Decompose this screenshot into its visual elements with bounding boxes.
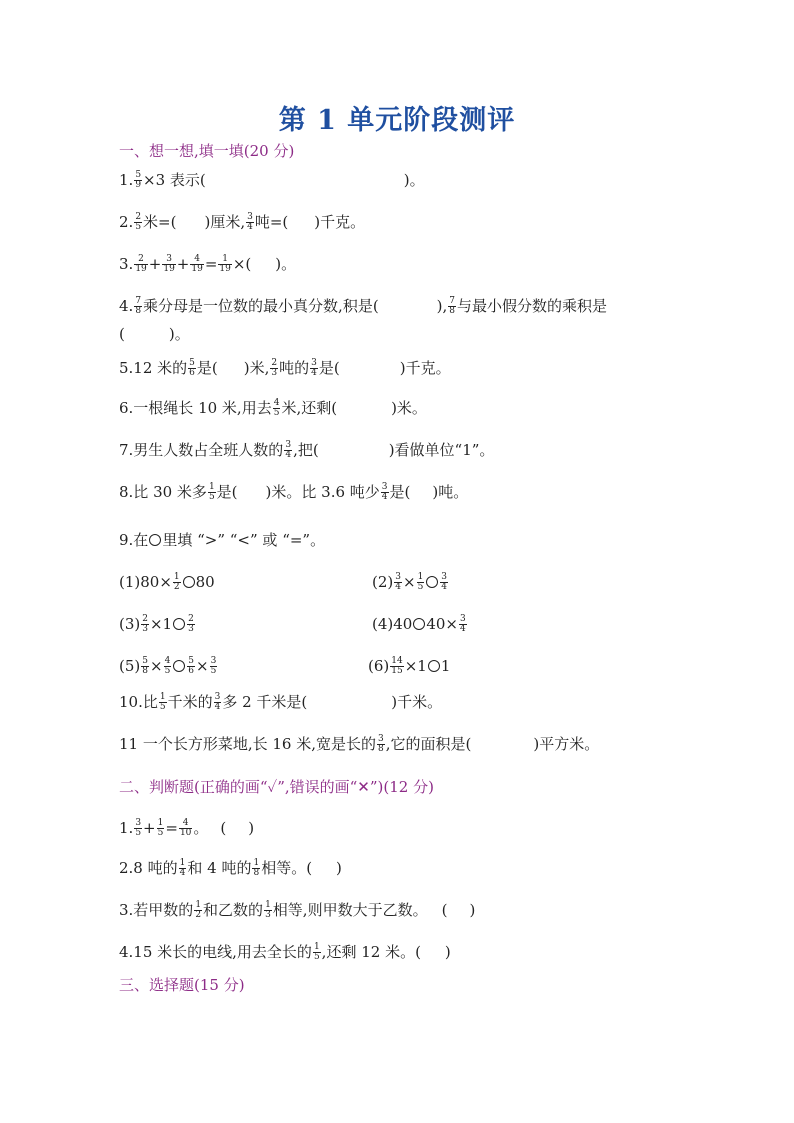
fraction: $\frac{2}{5}$: [135, 211, 142, 232]
fraction: $\frac{4}{10}$: [179, 817, 192, 838]
question-4: 4. $\frac{7}{8}$ 乘分母是一位数的最小真分数,积是( ), $\frac{7}{8}$ 与最小假分数的乘积是: [119, 295, 608, 316]
section-heading-true-false: 二、判断题(正确的画“✓”,错误的画“✕”)(12 分): [119, 778, 434, 796]
question-3: 3. $\frac{2}{19}$ + $\frac{3}{19}$ + $\frac{4}{19}$ = $\frac{1}{19}$ ×( )。: [119, 253, 297, 274]
comparison-circle: [426, 576, 438, 588]
question-9-part-1: (1)80× $\frac{1}{2}$ 80: [119, 571, 215, 592]
fraction: $\frac{1}{4}$: [179, 857, 186, 878]
fraction: $\frac{2}{3}$: [271, 357, 278, 378]
fraction: $\frac{1}{5}$: [157, 817, 164, 838]
question-2: 2. $\frac{2}{5}$ 米=( )厘米, $\frac{3}{4}$ 吨=( )千克。: [119, 211, 366, 232]
fraction: $\frac{3}{5}$: [210, 655, 217, 676]
section-heading-multiple-choice: 三、选择题(15 分): [119, 976, 245, 994]
question-4-continued: ( )。: [119, 325, 190, 343]
fraction: $\frac{1}{8}$: [253, 857, 260, 878]
fraction: $\frac{3}{19}$: [163, 253, 175, 274]
fraction: $\frac{2}{3}$: [188, 613, 194, 634]
fraction: $\frac{4}{5}$: [273, 397, 280, 418]
fraction: $\frac{3}{4}$: [460, 613, 466, 634]
fraction: $\frac{4}{19}$: [191, 253, 203, 274]
fraction: $\frac{1}{19}$: [219, 253, 231, 274]
fraction: $\frac{2}{3}$: [142, 613, 148, 634]
fraction: $\frac{3}{4}$: [311, 357, 317, 378]
question-9-part-4: (4)40 40× $\frac{3}{4}$: [372, 613, 466, 634]
question-10: 10.比 $\frac{1}{5}$ 千米的 $\frac{3}{4}$ 多 2 千米是( )千米。: [119, 691, 443, 712]
question-5: 5.12 米的 $\frac{5}{6}$ 是( )米, $\frac{2}{3}$ 吨的 $\frac{3}{4}$ 是( )千克。: [119, 357, 451, 378]
fraction: $\frac{3}{5}$: [135, 817, 142, 838]
fraction: $\frac{4}{5}$: [164, 655, 171, 676]
question-11: 11 一个长方形菜地,长 16 米,宽是长的 $\frac{3}{8}$ ,它的面积是( )平方米。: [119, 733, 600, 754]
judgment-1: 1. $\frac{3}{5}$ + $\frac{1}{5}$ = $\frac{4}{10}$ 。 ( ): [119, 817, 255, 838]
fraction: $\frac{14}{15}$: [391, 655, 403, 676]
fraction: $\frac{2}{19}$: [135, 253, 147, 274]
fraction: $\frac{3}{4}$: [247, 211, 253, 232]
page-title: 第 1 单元阶段测评: [278, 105, 516, 136]
question-9-part-2: (2) $\frac{3}{4}$ × $\frac{1}{5}$ $\frac{3}{4}$: [372, 571, 448, 592]
question-9-part-6: (6) $\frac{14}{15}$ ×1 1: [368, 655, 451, 676]
question-9-part-5: (5) $\frac{5}{8}$ × $\frac{4}{5}$ $\frac{5}{6}$ × $\frac{3}{5}$: [119, 655, 217, 676]
question-9: 9.在 里填 “>” “<” 或 “=”。: [119, 531, 326, 549]
comparison-circle: [183, 576, 195, 588]
fraction: $\frac{7}{8}$: [135, 295, 142, 316]
comparison-circle: [173, 618, 185, 630]
fraction: $\frac{3}{4}$: [381, 481, 388, 502]
fraction: $\frac{1}{2}$: [173, 571, 180, 592]
fraction: $\frac{5}{9}$: [135, 169, 142, 190]
section-heading-fill-in: 一、想一想,填一填(20 分): [119, 142, 295, 160]
fraction: $\frac{1}{5}$: [417, 571, 424, 592]
fraction: $\frac{5}{8}$: [142, 655, 148, 676]
fraction: $\frac{5}{6}$: [189, 357, 195, 378]
comparison-circle: [149, 534, 161, 546]
question-8: 8.比 30 米多 $\frac{1}{5}$ 是( )米。比 3.6 吨少 $\frac{3}{4}$ 是( )吨。: [119, 481, 469, 502]
question-1: 1. $\frac{5}{9}$ ×3 表示( )。: [119, 169, 425, 190]
fraction: $\frac{1}{5}$: [313, 941, 320, 962]
fraction: $\frac{3}{4}$: [441, 571, 448, 592]
question-6: 6.一根绳长 10 米,用去 $\frac{4}{5}$ 米,还剩( )米。: [119, 397, 427, 418]
fraction: $\frac{3}{8}$: [378, 733, 384, 754]
fraction: $\frac{1}{5}$: [159, 691, 166, 712]
fraction: $\frac{7}{8}$: [449, 295, 456, 316]
fraction: $\frac{3}{4}$: [214, 691, 221, 712]
fraction: $\frac{1}{5}$: [208, 481, 215, 502]
fraction: $\frac{1}{3}$: [265, 899, 271, 920]
fraction: $\frac{5}{6}$: [188, 655, 195, 676]
comparison-circle: [428, 660, 440, 672]
question-9-part-3: (3) $\frac{2}{3}$ ×1 $\frac{2}{3}$: [119, 613, 194, 634]
judgment-2: 2.8 吨的 $\frac{1}{4}$ 和 4 吨的 $\frac{1}{8}$ 相等。( ): [119, 857, 342, 878]
comparison-circle: [413, 618, 425, 630]
question-7: 7.男生人数占全班人数的 $\frac{3}{4}$ ,把( )看做单位“1”。: [119, 439, 495, 460]
comparison-circle: [173, 660, 185, 672]
fraction: $\frac{3}{4}$: [395, 571, 401, 592]
fraction: $\frac{1}{2}$: [195, 899, 202, 920]
judgment-4: 4.15 米长的电线,用去全长的 $\frac{1}{5}$ ,还剩 12 米。( ): [119, 941, 451, 962]
fraction: $\frac{3}{4}$: [285, 439, 292, 460]
judgment-3: 3.若甲数的 $\frac{1}{2}$ 和乙数的 $\frac{1}{3}$ 相等,则甲数大于乙数。 ( ): [119, 899, 476, 920]
